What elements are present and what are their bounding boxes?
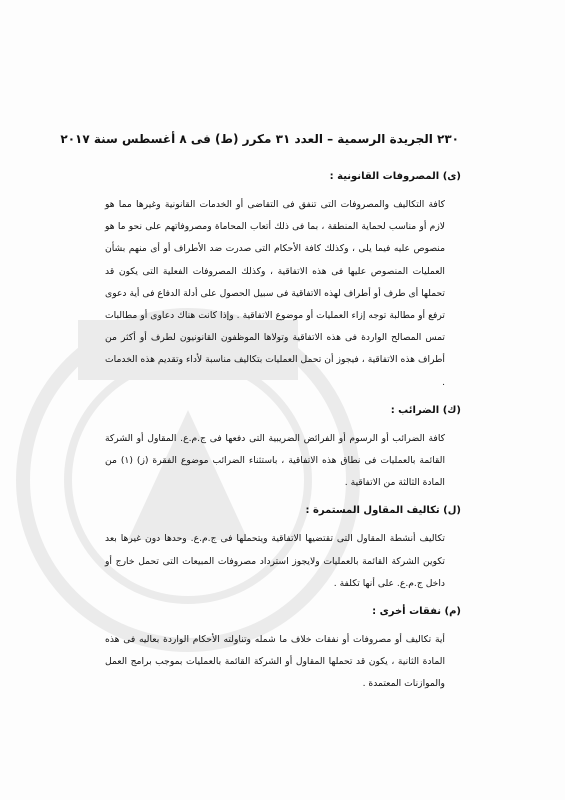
section-title: (ك) الضرائب : xyxy=(390,404,461,416)
section-legal-expenses xyxy=(105,170,461,394)
section-title: (م) نفقات أخرى : xyxy=(372,606,461,618)
section-paragraph: كافة التكاليف والمصروفات التى تنفق فى التقاضى أو الخدمات القانونية وغيرها مما هو لازم أو مناسب لحماية المنطقة ، بما فى ذلك أتعاب المحاماة ومصروفاتهم على نحو ما هو منصوص عليه فيما يلى ، وكذلك كافة الأحكام التى صدرت ضد الأطراف أو أى منهم بشأن العمليات المنصوص عليها فى هذه الاتفاقية ، وكذلك المصروفات الفعلية التى يكون قد تحملها أى طرف أو أطراف لهذه الاتفاقية فى سبيل الحصول على أدلة الدفاع فى أية دعوى ترفع أو مطالبة توجه إزاء العمليات أو موضوع الاتفاقية . وإذا كانت هناك دعاوى أو مطالبات تمس المصالح الواردة فى هذه الاتفاقية وتولاها الموظفون القانونيون لطرف أو أكثر من أطراف هذه الاتفاقية ، فيجوز أن تحمل العمليات بتكاليف مناسبة لأداء وتقديم هذه الخدمات . xyxy=(105,199,445,388)
document-body xyxy=(105,170,461,706)
section-taxes xyxy=(105,404,461,495)
section-contractor-costs xyxy=(105,504,461,595)
section-title: (ل) تكاليف المقاول المستمرة : xyxy=(305,505,461,517)
section-paragraph: تكاليف أنشطة المقاول التى تقتضيها الاتفاقية ويتحملها فى ج.م.ع. وحدها دون غيرها بعد تكوين الشركة القائمة بالعمليات ولايجوز استرداد مصروفات المبيعات التى تحمل خارج أو داخل ج.م.ع. على أنها تكلفة . xyxy=(105,533,445,589)
section-title: (ى) المصروفات القانونية : xyxy=(329,171,461,182)
section-paragraph: كافة الضرائب أو الرسوم أو الفرائض الضريبية التى دفعها فى ج.م.ع. المقاول أو الشركة القائمة بالعمليات فى نطاق هذه الاتفاقية ، باستثناء الضرائب موضوع الفقرة (ز) (١) من المادة الثالثة من الاتفاقية . xyxy=(105,432,445,489)
section-paragraph: أية تكاليف أو مصروفات أو نفقات خلاف ما شمله وتناولته الأحكام الواردة بعاليه فى هذه المادة الثانية ، يكون قد تحملها المقاول أو الشركة القائمة بالعمليات بموجب برامج العمل والموازنات المعتمدة . xyxy=(105,634,445,690)
section-other-expenses xyxy=(105,605,461,696)
page-header: ٢٣٠ الجريدة الرسمية – العدد ٣١ مكرر (ط) فى ٨ أغسطس سنة ٢٠١٧ xyxy=(60,132,459,146)
